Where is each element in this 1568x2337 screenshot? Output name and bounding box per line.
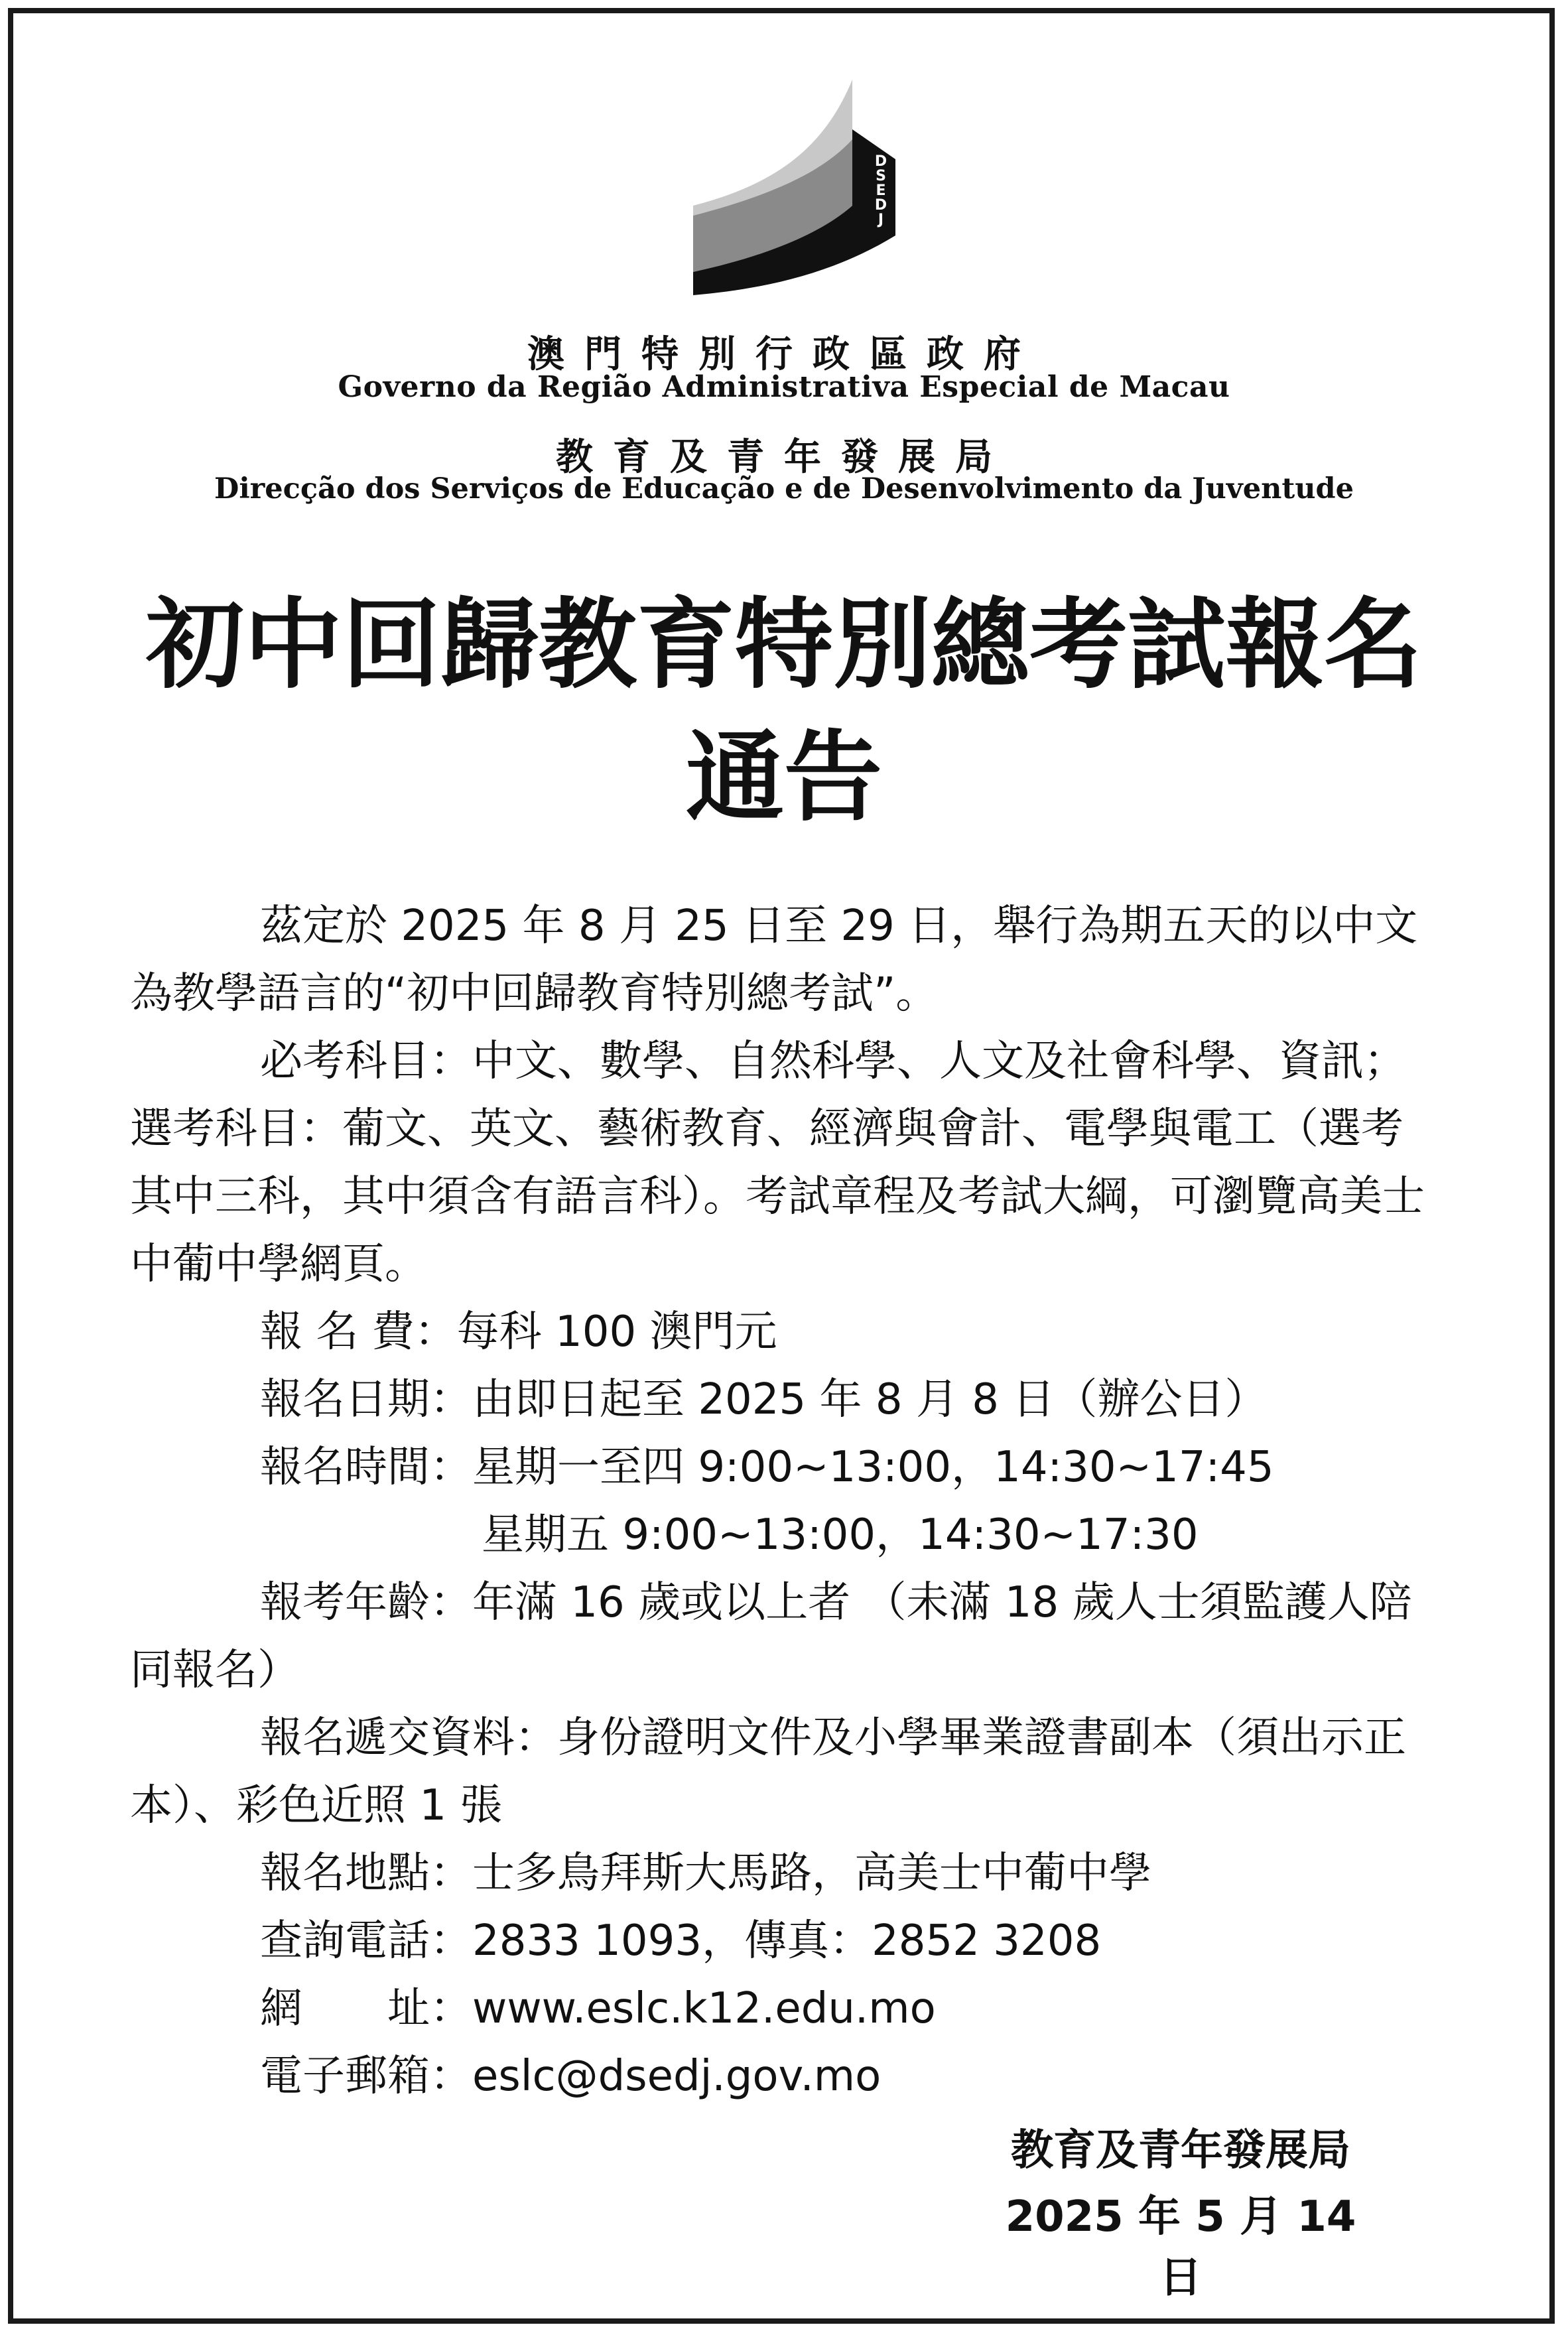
registration-date-line: 報名日期：由即日起至 2025 年 8 月 8 日（辦公日）: [260, 1375, 1268, 1424]
subjects-paragraph: 必考科目：中文、數學、自然科學、人文及社會科學、資訊；選考科目：葡文、英文、藝術教育、經濟與會計、電學與電工（選考其中三科，其中須含有語言科）。考試章程及考試大綱，可瀏覽高美士中葡中學網頁。: [130, 1037, 1425, 1289]
svg-text:S: S: [876, 168, 886, 184]
notice-body: [130, 892, 1443, 2110]
notice-title-line2: 通告: [686, 720, 882, 835]
website-line: 網 址：www.eslc.k12.edu.mo: [260, 1984, 936, 2033]
gov-name-chinese: 澳門特別行政區政府: [527, 332, 1041, 376]
svg-text:D: D: [874, 153, 887, 170]
svg-text:J: J: [878, 212, 884, 228]
svg-text:E: E: [876, 182, 886, 199]
gov-name-portuguese: Governo da Região Administrativa Especial de Macau: [338, 370, 1230, 404]
registration-time-line: 報名時間：星期一至四 9:00~13:00，14:30~17:45: [260, 1443, 1274, 1492]
signature-department: 教育及青年發展局: [1011, 2126, 1350, 2175]
email-line: 電子郵箱：eslc@dsedj.gov.mo: [260, 2052, 882, 2101]
dept-name-portuguese: Direcção dos Serviços de Educação e de Desenvolvimento da Juventude: [214, 472, 1354, 505]
signature-date: 2025 年 5 月 14 日: [1005, 2192, 1356, 2303]
intro-paragraph: 茲定於 2025 年 8 月 25 日至 29 日，舉行為期五天的以中文為教學語言的“初中回歸教育特別總考試”。: [130, 901, 1418, 1018]
fee-line: 報 名 費：每科 100 澳門元: [260, 1307, 777, 1357]
notice-title-line1: 初中回歸教育特別總考試報名: [146, 588, 1422, 702]
phone-fax-line: 查詢電話：2833 1093，傳真：2852 3208: [260, 1916, 1102, 1966]
dept-name-chinese: 教育及青年發展局: [556, 435, 1012, 479]
documents-line: 報名遞交資料：身份證明文件及小學畢業證書副本（須出示正本）、彩色近照 1 張: [130, 1713, 1406, 1830]
dsedj-logo: [670, 73, 909, 299]
location-line: 報名地點：士多鳥拜斯大馬路，高美士中葡中學: [260, 1849, 1151, 1898]
age-requirement-line: 報考年齡：年滿 16 歲或以上者 （未滿 18 歲人士須監護人陪同報名）: [130, 1578, 1412, 1695]
registration-time-friday-line: 星期五 9:00~13:00，14:30~17:30: [482, 1510, 1199, 1560]
svg-text:D: D: [874, 197, 887, 214]
